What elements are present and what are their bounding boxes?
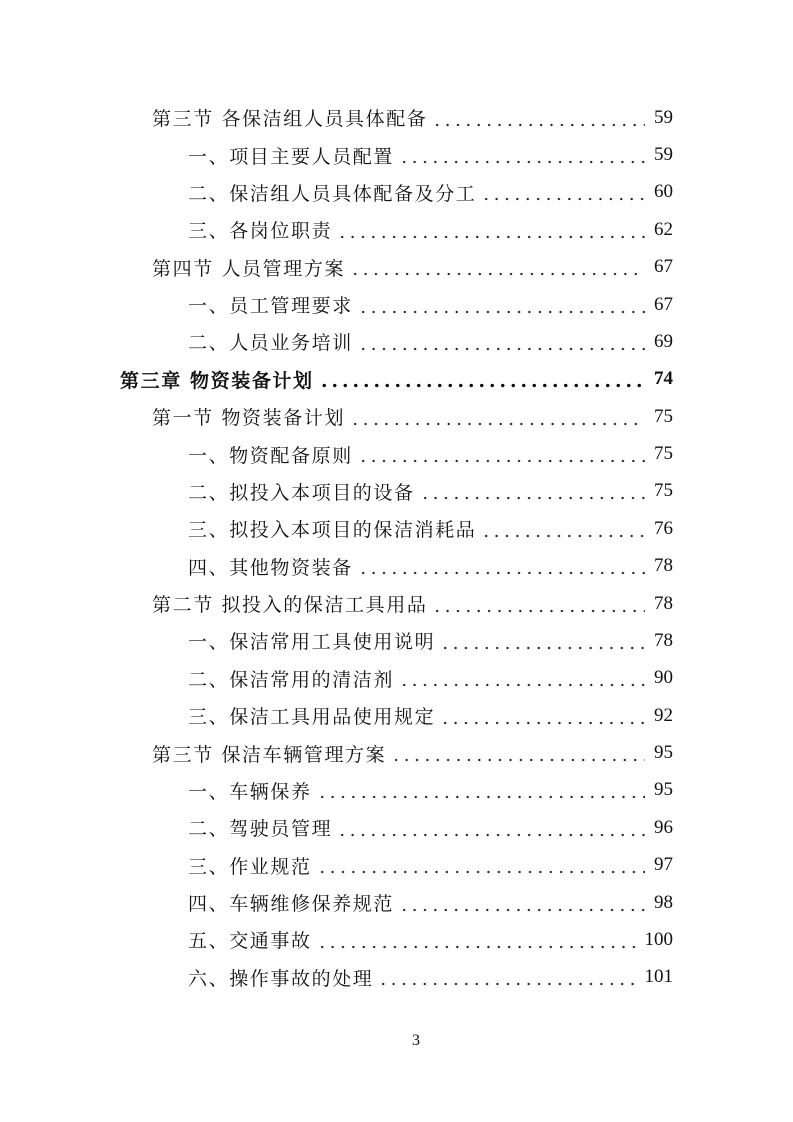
toc-entry-title: 第二节 拟投入的保洁工具用品 (152, 594, 428, 617)
toc-section-row (0, 585, 673, 622)
toc-entry-title: 三、拟投入本项目的保洁消耗品 (188, 519, 477, 542)
toc-entry-title: 五、交通事故 (188, 930, 312, 953)
dot-leader (358, 295, 645, 315)
toc-entry-page-number: 95 (654, 742, 673, 764)
toc-entry-title: 第三章 物资装备计划 (120, 369, 314, 392)
dot-leader (350, 407, 645, 427)
toc-section-row (0, 734, 673, 771)
dot-leader (317, 930, 636, 950)
dot-leader (432, 108, 645, 128)
toc-entry-page-number: 69 (654, 330, 673, 352)
dot-leader (481, 182, 645, 202)
toc-item-row (0, 884, 673, 921)
toc-entry-page-number: 78 (654, 629, 673, 651)
dot-leader (440, 706, 645, 726)
page-number: 3 (412, 1032, 420, 1049)
toc-section-row (0, 249, 673, 286)
toc-entry-title: 三、保洁工具用品使用规定 (188, 706, 436, 729)
dot-leader (317, 855, 645, 875)
dot-leader (319, 369, 645, 389)
toc-item-row (0, 660, 673, 697)
dot-leader (399, 668, 645, 688)
toc-item-row (0, 323, 673, 360)
toc-entry-page-number: 74 (654, 368, 673, 390)
toc-entry-title: 一、员工管理要求 (188, 295, 353, 318)
toc-item-row (0, 174, 673, 211)
toc-entry-title: 二、驾驶员管理 (188, 818, 333, 841)
dot-leader (378, 967, 635, 987)
toc-entry-title: 四、其他物资装备 (188, 556, 353, 579)
toc-item-row (0, 286, 673, 323)
toc-entry-page-number: 101 (644, 966, 673, 988)
toc-item-row (0, 959, 673, 996)
toc-entry-title: 三、作业规范 (188, 855, 312, 878)
toc-item-row (0, 847, 673, 884)
dot-leader (337, 818, 645, 838)
toc-entry-page-number: 62 (654, 218, 673, 240)
toc-chapter-row (0, 361, 673, 398)
toc-entry-title: 一、保洁常用工具使用说明 (188, 631, 436, 654)
toc-entry-page-number: 90 (654, 667, 673, 689)
table-of-contents (0, 99, 793, 996)
toc-item-row (0, 211, 673, 248)
dot-leader (481, 519, 645, 539)
toc-entry-page-number: 92 (654, 704, 673, 726)
dot-leader (317, 780, 645, 800)
toc-entry-title: 六、操作事故的处理 (188, 967, 374, 990)
dot-leader (440, 631, 645, 651)
toc-item-row (0, 510, 673, 547)
toc-entry-page-number: 75 (654, 480, 673, 502)
toc-entry-page-number: 98 (654, 891, 673, 913)
toc-item-row (0, 473, 673, 510)
dot-leader (350, 257, 645, 277)
toc-entry-title: 三、各岗位职责 (188, 220, 333, 243)
toc-entry-page-number: 78 (654, 592, 673, 614)
toc-entry-title: 二、拟投入本项目的设备 (188, 481, 415, 504)
toc-item-row (0, 136, 673, 173)
toc-entry-title: 第四节 人员管理方案 (152, 257, 346, 280)
toc-entry-title: 二、保洁组人员具体配备及分工 (188, 182, 477, 205)
dot-leader (358, 332, 645, 352)
toc-item-row (0, 772, 673, 809)
dot-leader (337, 220, 645, 240)
toc-entry-page-number: 59 (654, 144, 673, 166)
toc-entry-page-number: 95 (654, 779, 673, 801)
toc-entry-title: 一、项目主要人员配置 (188, 145, 395, 168)
toc-entry-page-number: 97 (654, 854, 673, 876)
toc-item-row (0, 548, 673, 585)
dot-leader (358, 444, 645, 464)
toc-entry-title: 第三节 各保洁组人员具体配备 (152, 108, 428, 131)
toc-entry-title: 二、保洁常用的清洁剂 (188, 668, 395, 691)
dot-leader (399, 893, 645, 913)
toc-entry-title: 一、车辆保养 (188, 780, 312, 803)
toc-item-row (0, 435, 673, 472)
toc-item-row (0, 622, 673, 659)
toc-entry-title: 第三节 保洁车辆管理方案 (152, 743, 387, 766)
dot-leader (432, 594, 645, 614)
toc-section-row (0, 398, 673, 435)
toc-item-row (0, 809, 673, 846)
dot-leader (358, 556, 645, 576)
dot-leader (420, 481, 645, 501)
toc-item-row (0, 921, 673, 958)
toc-entry-page-number: 75 (654, 405, 673, 427)
toc-entry-page-number: 59 (654, 106, 673, 128)
toc-entry-title: 二、人员业务培训 (188, 332, 353, 355)
toc-entry-title: 一、物资配备原则 (188, 444, 353, 467)
toc-entry-page-number: 75 (654, 443, 673, 465)
dot-leader (399, 145, 645, 165)
toc-entry-page-number: 67 (654, 293, 673, 315)
toc-entry-page-number: 100 (644, 928, 673, 950)
toc-entry-page-number: 76 (654, 517, 673, 539)
toc-entry-page-number: 67 (654, 256, 673, 278)
toc-entry-page-number: 78 (654, 555, 673, 577)
toc-entry-page-number: 96 (654, 816, 673, 838)
toc-item-row (0, 697, 673, 734)
toc-entry-page-number: 60 (654, 181, 673, 203)
dot-leader (391, 743, 645, 763)
toc-section-row (0, 99, 673, 136)
toc-entry-title: 第一节 物资装备计划 (152, 407, 346, 430)
toc-entry-title: 四、车辆维修保养规范 (188, 893, 395, 916)
